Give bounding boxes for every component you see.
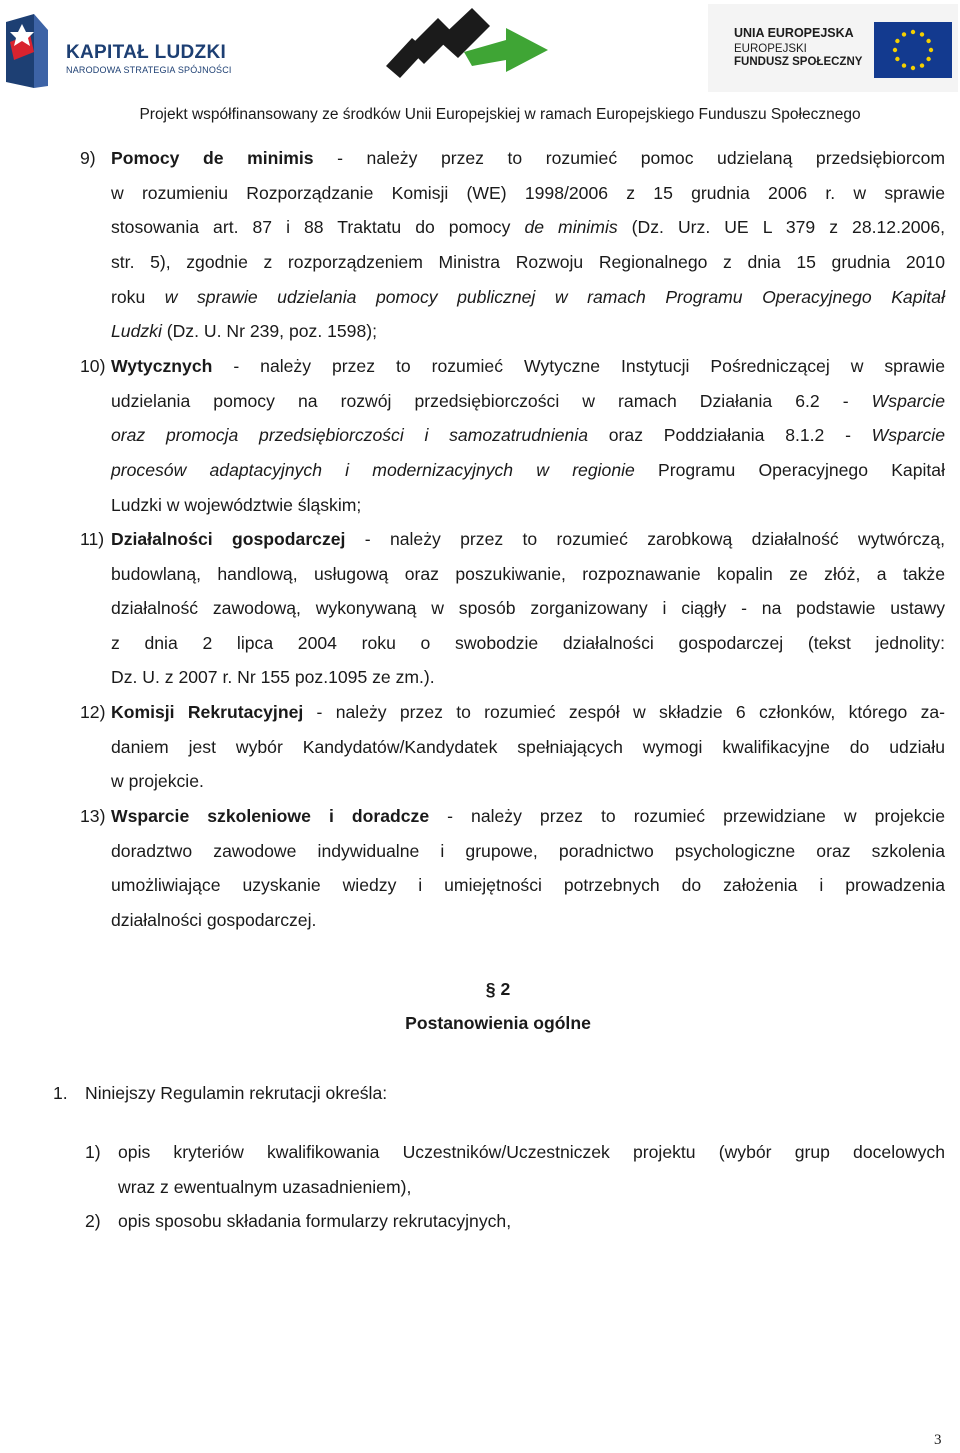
ue-fund-line1: EUROPEJSKI	[734, 43, 807, 55]
item-text: opis kryteriów kwalifikowania Uczestników/Uczestniczek projektu (wybór grup docelowych	[118, 1142, 945, 1162]
definition-number: 10)	[80, 356, 106, 376]
definition-text: Dz. U. z 2007 r. Nr 155 poz.1095 ze zm.).	[111, 667, 435, 687]
definition-text: daniem jest wybór Kandydatów/Kandydatek spełniających wymogi kwalifikacyjne do udziału	[111, 737, 945, 757]
section-symbol: § 2	[485, 979, 511, 999]
definition-number: 11)	[80, 529, 105, 549]
definition-number: 12)	[80, 702, 106, 722]
clause-text: Niniejszy Regulamin rekrutacji określa:	[85, 1083, 388, 1103]
definition-text: procesów adaptacyjnych i modernizacyjnych w regionie Programu Operacyjnego Kapitał	[111, 460, 945, 480]
definition-text: w rozumieniu Rozporządzanie Komisji (WE) 1998/2006 z 15 grudnia 2006 r. w sprawie	[111, 183, 945, 203]
definition-text: Ludzki w województwie śląskim;	[111, 495, 362, 515]
definition-text: Wytycznych - należy przez to rozumieć Wytyczne Instytucji Pośredniczącej w sprawie	[111, 356, 945, 376]
definition-text: Komisji Rekrutacyjnej - należy przez to rozumieć zespół w składzie 6 członków, którego za-	[111, 702, 946, 722]
definition-text: roku w sprawie udzielania pomocy publicznej w ramach Programu Operacyjnego Kapitał	[111, 287, 945, 307]
cofinancing-note: Projekt współfinansowany ze środków Unii Europejskiej w ramach Europejskiego Funduszu Społecznego	[139, 106, 861, 123]
definition-number: 9)	[80, 148, 96, 168]
definition-text: działalność zawodową, wykonywaną w sposób zorganizowany i ciągły - na podstawie ustawy	[111, 598, 945, 618]
definition-text: stosowania art. 87 i 88 Traktatu do pomocy de minimis (Dz. Urz. UE L 379 z 28.12.2006,	[111, 217, 945, 237]
definition-text: umożliwiające uzyskanie wiedzy i umiejętności potrzebnych do założenia i prowadzenia	[111, 875, 945, 895]
eu-flag-icon	[874, 22, 952, 78]
arrows-logo-icon	[386, 6, 556, 78]
item-text: opis sposobu składania formularzy rekrutacyjnych,	[118, 1211, 512, 1231]
definition-number: 13)	[80, 806, 106, 826]
definition-text: str. 5), zgodnie z rozporządzeniem Ministra Rozwoju Regionalnego z dnia 15 grudnia 2010	[111, 252, 945, 272]
definition-text: budowlaną, handlową, usługową oraz poszukiwanie, rozpoznawanie kopalin ze złóż, a także	[111, 564, 945, 584]
definition-text: Ludzki (Dz. U. Nr 239, poz. 1598);	[111, 321, 377, 341]
definition-text: Wsparcie szkoleniowe i doradcze - należy przez to rozumieć przewidziane w projekcie	[111, 806, 945, 826]
ue-title: UNIA EUROPEJSKA	[734, 26, 854, 40]
kapital-ludzki-flag-icon	[4, 12, 62, 90]
unia-europejska-logo	[708, 4, 958, 92]
definition-term: Pomocy de minimis	[111, 148, 314, 168]
clause-number: 1.	[53, 1083, 68, 1103]
item-number: 1)	[85, 1142, 101, 1162]
definition-text: doradztwo zawodowe indywidualne i grupowe, poradnictwo psychologiczne oraz szkolenia	[111, 841, 945, 861]
page-header	[0, 0, 960, 123]
kapital-ludzki-subtitle: NARODOWA STRATEGIA SPÓJNOŚCI	[66, 65, 232, 75]
item-text: wraz z ewentualnym uzasadnieniem),	[118, 1177, 412, 1197]
definition-term: Wsparcie szkoleniowe i doradcze	[111, 806, 430, 826]
definition-text: działalności gospodarczej.	[111, 910, 317, 930]
definition-text: Działalności gospodarczej - należy przez to rozumieć zarobkową działalność wytwórczą,	[111, 529, 945, 549]
kapital-ludzki-title: KAPITAŁ LUDZKI	[66, 42, 227, 63]
definition-term: Wytycznych	[111, 356, 213, 376]
definition-text: oraz promocja przedsiębiorczości i samozatrudnienia oraz Poddziałania 8.1.2 - Wsparcie	[111, 425, 945, 445]
section-title: Postanowienia ogólne	[405, 1013, 591, 1033]
definition-text: z dnia 2 lipca 2004 roku o swobodzie działalności gospodarczej (tekst jednolity:	[111, 633, 945, 653]
kapital-ludzki-logo	[0, 8, 240, 88]
definition-term: Komisji Rekrutacyjnej	[111, 702, 304, 722]
item-number: 2)	[85, 1211, 101, 1231]
page-number: 3	[934, 1432, 942, 1448]
definition-term: Działalności gospodarczej	[111, 529, 346, 549]
definition-text: udzielania pomocy na rozwój przedsiębiorczości w ramach Działania 6.2 - Wsparcie	[111, 391, 945, 411]
definition-text: w projekcie.	[111, 771, 204, 791]
definition-text: Pomocy de minimis - należy przez to rozumieć pomoc udzielaną przedsiębiorcom	[111, 148, 946, 168]
ue-fund-line2: FUNDUSZ SPOŁECZNY	[734, 56, 863, 68]
